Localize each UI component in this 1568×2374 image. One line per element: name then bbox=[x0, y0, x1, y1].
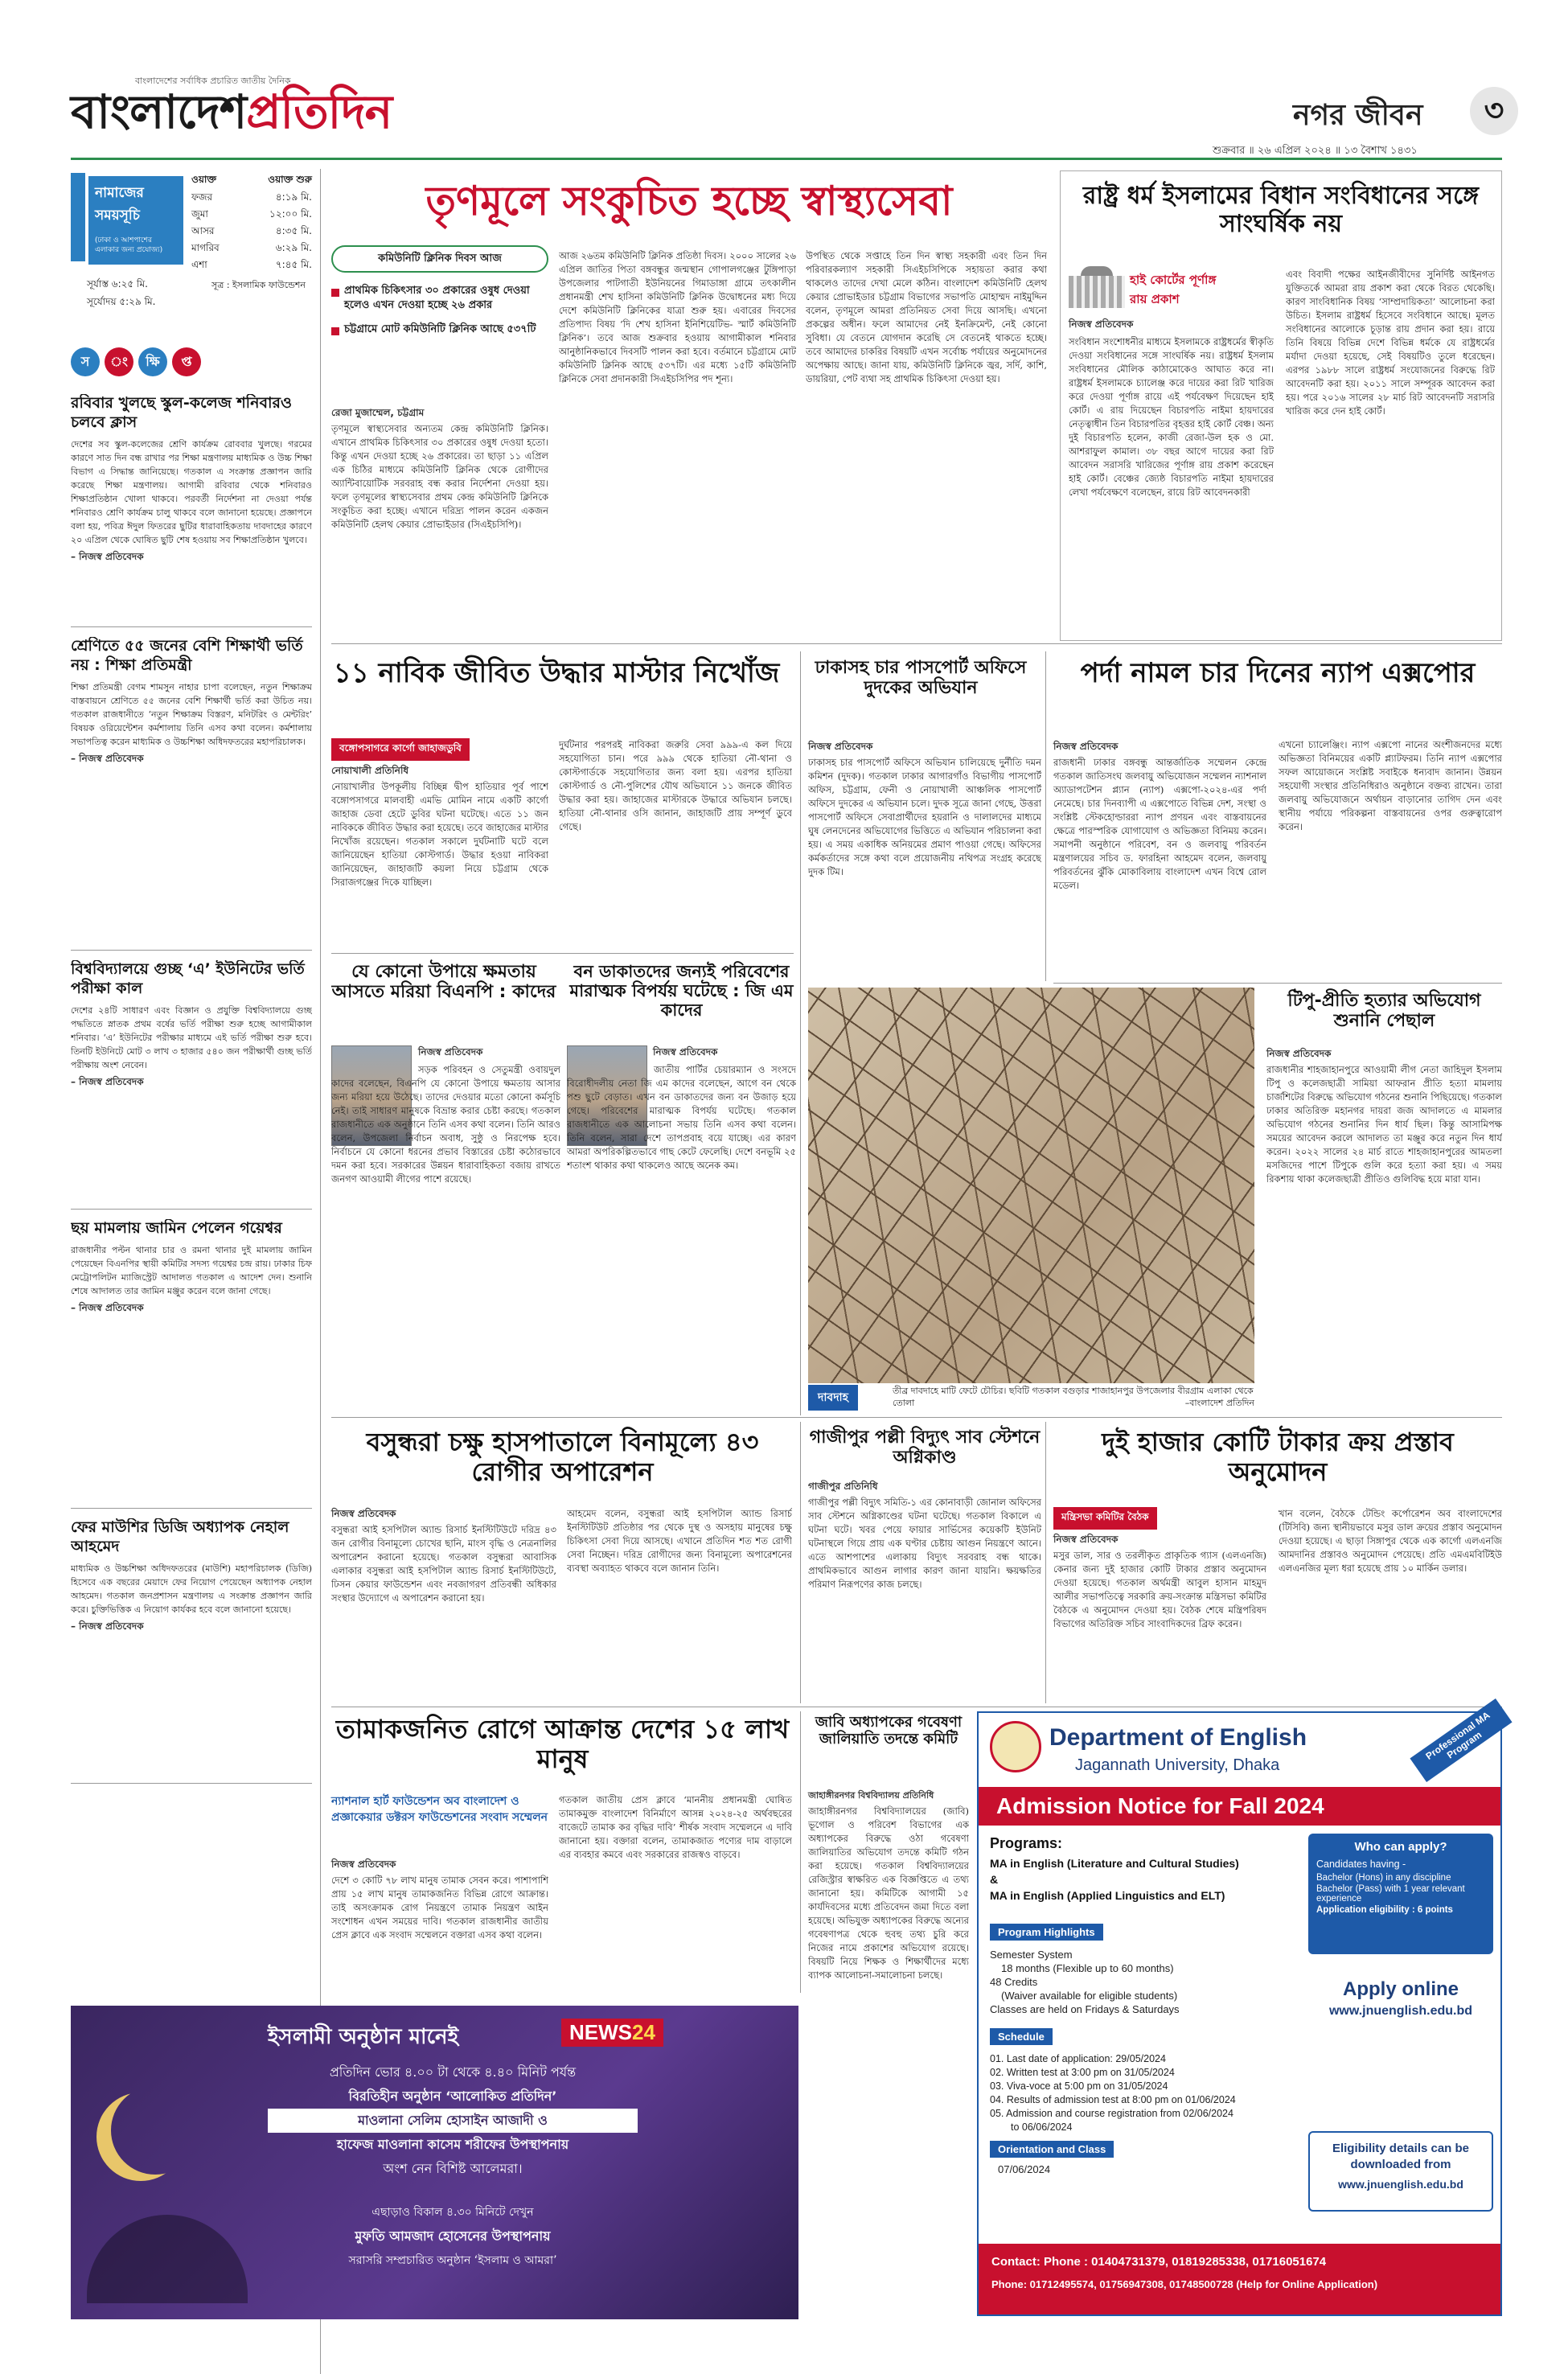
bullet-square-icon bbox=[331, 327, 339, 335]
masthead-rule bbox=[71, 158, 1502, 160]
prayer-times-box bbox=[71, 173, 312, 326]
eye-col-1: বসুন্ধরা আই হসপিটাল অ্যান্ড রিসার্চ ইনস্টিটিউটে দরিদ্র ৪৩ জন রোগীর বিনামূল্যে চোখের ছানি, মাংস বৃদ্ধি ও নেত্রনালির অপারেশন করানো হয়েছে। গতকাল বসুন্ধরা আবাসিক এলাকার বসুন্ধরা আই হসপিটাল অ্যান্ড রিসার্চ ইনস্টিটিউটে, ঢিসন কেয়ার ফাউন্ডেশন এবং নবজাগরণ প্রতিবন্ধী অধিকার সংস্থার উদ্যোগে এ অপারেশন করানো হয়। bbox=[331, 1524, 556, 1604]
jnu-who-label: Who can apply? bbox=[1354, 1840, 1447, 1854]
brief-headline: ছয় মামলায় জামিন পেলেন গয়েশ্বর bbox=[71, 1219, 282, 1237]
photo-label-text: দাবদাহ bbox=[818, 1391, 848, 1404]
passport-body: ঢাকাসহ চার পাসপোর্ট অফিসে অভিযান চালিয়েছে দুর্নীতি দমন কমিশন (দুদক)। গতকাল ঢাকার আগারগাঁও বিভাগীয় পাসপোর্ট অফিস, চট্টগ্রাম, ফেনী ও নোয়াখালী আঞ্চলিক পাসপোর্ট অফিসে দুদকের এ অভিযান চলে। দুদক সূত্রে জানা গেছে, উত্তরা পাসপোর্ট অফিসে সেবাপ্রার্থীদের হয়রানি ও দালালদের মাধ্যমে ঘুষ লেনদেনের অভিযোগের ভিত্তিতে এ অভিযান পরিচালনা করা হয়। এ সময় একাধিক অনিয়মের প্রমাণ পাওয়া গেছে। অফিসের কর্মকর্তাদের সঙ্গে কথা বলে প্রয়োজনীয় নথিপত্র সংগ্রহ করেছে দুদক টিম। bbox=[808, 757, 1041, 877]
prayer-name: এশা bbox=[191, 259, 207, 270]
col-divider-2 bbox=[1045, 651, 1046, 981]
rashtra-col-1: সংবিধান সংশোধনীর মাধ্যমে ইসলামকে রাষ্ট্রধর্মের স্বীকৃতি দেওয়া সংবিধানের সঙ্গে সাংঘর্ষিক নয়। রাষ্ট্রধর্ম ইসলাম সংবিধানের মৌলিক কাঠামোকেও আঘাত করে না। রাষ্ট্রধর্ম ইসলামকে চ্যালেঞ্জ করে দায়ের করা রিট খারিজ করে দেওয়া পূর্ণাঙ্গ রায়ে এই পর্যবেক্ষণ দিয়েছেন হাই কোর্ট। এ রায় দিয়েছেন বিচারপতি নাইমা হায়দারের নেতৃত্বাধীন তিন বিচারপতির বৃহত্তর হাই কোর্ট বেঞ্চ। অন্য দুই বিচারপতি হলেন, কাজী রেজা-উল হক ও মো. আশরাফুল কামাল। ৩৮ বছর আগে দায়ের করা রিট আবেদন সরাসরি খারিজের পূর্ণাঙ্গ রায় প্রকাশ করেছেন হাই কোর্ট। বেঞ্চের জ্যেষ্ঠ বিচারপতি নাইমা হায়দারের লেখা পর্যবেক্ষণে বলেছেন, রায়ে রিট আবেদনকারী bbox=[1069, 336, 1274, 498]
nap-reporter: নিজস্ব প্রতিবেদক bbox=[1053, 741, 1119, 752]
lead-box-title bbox=[331, 245, 548, 273]
jnu-highlight-1: Semester System bbox=[990, 1949, 1073, 1961]
brief-item bbox=[71, 1219, 312, 1509]
jnu-who-sub: Candidates having - bbox=[1316, 1859, 1406, 1870]
brief-byline: – নিজস্ব প্রতিবেদক bbox=[71, 1301, 144, 1313]
news24-brand-num: 24 bbox=[632, 2020, 655, 2044]
photo-caption bbox=[893, 1385, 1254, 1409]
nap-col-1: রাজধানী ঢাকার বঙ্গবন্ধু আন্তর্জাতিক সম্মেলন কেন্দ্রে গতকাল জাতিসংঘ জলবায়ু অভিযোজন সম্মেলন ন্যাশনাল অ্যাডাপটেশন প্ল্যান (ন্যাপ) এক্সপো-২০২৪-এর পর্দা নেমেছে। চার দিনব্যাপী এ এক্সপোতে বিভিন্ন দেশ, সংস্থা ও সংশ্লিষ্ট স্টেকহোল্ডাররা ন্যাপ প্রণয়ন এবং বাস্তবায়নের ক্ষেত্রে পারস্পরিক যোগাযোগ ও অভিজ্ঞতা বিনিময় করেন। সমাপনী অনুষ্ঠানে পরিবেশ, বন ও জলবায়ু পরিবর্তন মন্ত্রণালয়ের সচিব ড. ফারহিনা আহমেদ বলেন, জলবায়ু পরিবর্তনের ঝুঁকি মোকাবিলায় বাংলাদেশ এখন বিশ্বে রোল মডেল। bbox=[1053, 757, 1266, 891]
brief-headline: ফের মাউশির ডিজি অধ্যাপক নেহাল আহমেদ bbox=[71, 1518, 289, 1555]
court-building-icon bbox=[1069, 266, 1125, 308]
prayer-name: ফজর bbox=[191, 191, 213, 203]
sailors-col-1: নোয়াখালীর উপকূলীয় বিচ্ছিন্ন দ্বীপ হাতিয়ার পূর্ব পাশে বঙ্গোপসাগরে মালবাহী এমভি মোমিন নামে একটি কার্গো জাহাজ ডেবা হেটে ডুবির ঘটনা ঘটেছে। এতে ১১ জন নাবিককে জীবিত উদ্ধার করা হয়েছে। তবে জাহাজের মাস্টার নিখোঁজ রয়েছেন। গতকাল সকালে দুর্ঘটনাটি ঘটে বলে জানিয়েছেন হাতিয়া কোস্টগার্ড। উদ্ধার হওয়া নাবিকরা জানিয়েছেন, জাহাজটি কয়লা নিয়ে চট্টগ্রাম থেকে সিরাজগঞ্জের দিকে যাচ্ছিল। bbox=[331, 781, 548, 888]
news24-line-8: সরাসরি সম্প্রচারিত অনুষ্ঠান ‘ইসলাম ও আমরা’ bbox=[348, 2254, 557, 2267]
jnu-logo-icon bbox=[990, 1721, 1041, 1772]
nap-bottom-rule bbox=[1053, 983, 1502, 984]
rashtra-label-2: রায় প্রকাশ bbox=[1130, 292, 1180, 306]
sailors-col-2: দুর্ঘটনার পরপরই নাবিকরা জরুরি সেবা ৯৯৯-এ কল দিয়ে সহযোগিতা চান। পরে ৯৯৯ থেকে হাতিয়া নৌ-থানা ও কোস্টগার্ডকে সহযোগিতার জন্য বলা হয়। এরপর হাতিয়া কোস্টগার্ড ও নৌ-পুলিশের যৌথ অভিযানে ১১ জনকে জীবিত উদ্ধার করা হয়। জাহাজের মাস্টারকে উদ্ধারে অভিযান চলছে। হাতিয়া নৌ-থানার ওসি জানান, জাহাজটি প্রায় সম্পূর্ণ ডুবে গেছে। bbox=[559, 739, 792, 832]
jnu-who-1: Bachelor (Hons) in any discipline bbox=[1316, 1873, 1451, 1883]
brief-byline: – নিজস্ব প্রতিবেদক bbox=[71, 550, 144, 562]
brief-byline: – নিজস্ব প্রতিবেদক bbox=[71, 1620, 144, 1632]
news24-logo bbox=[561, 2019, 663, 2047]
procure-reporter: নিজস্ব প্রতিবেদক bbox=[1053, 1534, 1119, 1545]
briefs-label-char: ং bbox=[105, 347, 133, 376]
brief-headline: শ্রেণিতে ৫৫ জনের বেশি শিক্ষার্থী ভর্তি নয় : শিক্ষা প্রতিমন্ত্রী bbox=[71, 637, 303, 674]
brief-headline: বিশ্ববিদ্যালয়ে গুচ্ছ ‘এ’ ইউনিটের ভর্তি পরীক্ষা কাল bbox=[71, 960, 305, 997]
page-number-badge bbox=[1470, 87, 1518, 135]
prayer-note: (ঢাকা ও আশপাশের এলাকার জন্য প্রযোজ্য) bbox=[95, 236, 163, 254]
gm-headline: বন ডাকাতদের জন্যই পরিবেশের মারাত্মক বিপর্যয় ঘটেছে : জি এম কাদের bbox=[569, 962, 794, 1021]
prayer-time: ১২:০০ মি. bbox=[269, 208, 312, 220]
jnu-schedule-3: 03. Viva-voce at 5:00 pm on 31/05/2024 bbox=[990, 2080, 1168, 2092]
section-name: নগর জীবন bbox=[1293, 99, 1423, 132]
bnp-body: সড়ক পরিবহন ও সেতুমন্ত্রী ওবায়দুল কাদের বলেছেন, বিএনপি যে কোনো উপায়ে ক্ষমতায় আসার জন্য মরিয়া হয়ে উঠেছে। তাদের দেওয়ার মতো কোনো কর্মসূচি নেই। তাই সাধারণ মানুষকে বিভ্রান্ত করার চেষ্টা করছে। গতকাল রাজধানীতে এক অনুষ্ঠানে তিনি এসব কথা বলেন। তিনি আরও বলেন, উপজেলা নির্বাচন অবাধ, সুষ্ঠু ও নিরপেক্ষ হবে। নির্বাচনে যে কোনো ধরনের প্রভাব বিস্তারের চেষ্টা কঠোরভাবে দমন করা হবে। সরকারের উন্নয়ন ধারাবাহিকতা বজায় রাখতে জনগণ আওয়ামী লীগের পাশে রয়েছে। bbox=[331, 1064, 560, 1185]
tobacco-col-2: গতকাল জাতীয় প্রেস ক্লাবে ‘মাননীয় প্রধানমন্ত্রী ঘোষিত তামাকমুক্ত বাংলাদেশ বিনির্মাণে আসন্ন ২০২৪-২৫ অর্থবছরের বাজেটে তামাক কর বৃদ্ধির দাবি’ শীর্ষক সংবাদ সম্মেলনে এ দাবি জানানো হয়। বক্তারা বলেন, তামাকজাত পণ্যের দাম বাড়ালে এর ব্যবহার কমবে এবং সরকারের রাজস্বও বাড়বে। bbox=[559, 1794, 792, 1860]
brief-body: মাধ্যমিক ও উচ্চশিক্ষা অধিদফতরের (মাউশি) মহাপরিচালক (ডিজি) হিসেবে এক বছরের মেয়াদে ফের নিয়োগ পেয়েছেন অধ্যাপক নেহাল আহমেদ। গতকাল জনপ্রশাসন মন্ত্রণালয় এ সংক্রান্ত প্রজ্ঞাপন জারি করে। চুক্তিভিত্তিক এ নিয়োগ কার্যকর হবে বলে জানানো হয়েছে। bbox=[71, 1563, 312, 1615]
sailors-reporter: নোয়াখালী প্রতিনিধি bbox=[331, 765, 409, 776]
brief-body: দেশের ২৪টি সাধারণ এবং বিজ্ঞান ও প্রযুক্তি বিশ্ববিদ্যালয়ে গুচ্ছ পদ্ধতিতে স্নাতক প্রথম বর্ষের ভর্তি পরীক্ষা শুরু হচ্ছে আগামীকাল শনিবার। ‘এ’ ইউনিটের পরীক্ষার মাধ্যমে এই ভর্তি পরীক্ষা শুরু হবে। তিনটি ইউনিটে মোট ৩ লাখ ৩ হাজার ৫৪০ জন পরীক্ষার্থী গুচ্ছ ভর্তি পরীক্ষায় অংশ নেবেন। bbox=[71, 1004, 312, 1070]
procure-col-1: মসুর ডাল, সার ও তরলীকৃত প্রাকৃতিক গ্যাস (এলএনজি) কেনার জন্য দুই হাজার কোটি টাকার প্রস্তাব অনুমোদন দেওয়া হয়েছে। গতকাল অর্থমন্ত্রী আবুল হাসান মাহমুদ আলীর সভাপতিত্বে সরকারি ক্রয়-সংক্রান্ত মন্ত্রিসভা কমিটির বৈঠকে এ অনুমোদন দেওয়া হয়। বৈঠক শেষে মন্ত্রিপরিষদ বিভাগের অতিরিক্ত সচিব সাংবাদিকদের ব্রিফ করেন। bbox=[1053, 1550, 1266, 1629]
jnu-eligibility-url[interactable]: www.jnuenglish.edu.bd bbox=[1338, 2178, 1463, 2191]
jnu-highlights-label: Program Highlights bbox=[990, 1924, 1103, 1941]
tipu-reporter: নিজস্ব প্রতিবেদক bbox=[1266, 1048, 1332, 1059]
lead-col-1: তৃণমূলে স্বাস্থ্যসেবার অন্যতম কেন্দ্র কমিউনিটি ক্লিনিক। এখানে প্রাথমিক চিকিৎসার ৩০ প্রকারের ওষুধ দেওয়া হতো। কিন্তু এখন দেওয়া হচ্ছে ২৬ প্রকারের। তা ছাড়া ১১ এপ্রিল এক চিঠির মাধ্যমে কমিউনিটি ক্লিনিক থেকে রোগীদের অ্যান্টিবায়োটিক সরবরাহ বন্ধ করার নির্দেশনা দেওয়া হয়। ফলে তৃণমূলের স্বাস্থ্যসেবার প্রথম কেন্দ্র কমিউনিটি ক্লিনিকে সংকুচিত করা হচ্ছে। এখানে দরিদ্র্য পালন করেন একজন কমিউনিটি হেলথ কেয়ার প্রোভাইডার (সিএইচসিপি)। bbox=[331, 423, 548, 530]
jnu-contact-bar bbox=[979, 2244, 1500, 2314]
news24-brand: NEWS bbox=[569, 2020, 632, 2044]
masthead-tagline: বাংলাদেশের সর্বাধিক প্রচারিত জাতীয় দৈনিক bbox=[135, 76, 291, 86]
jnu-contact: Contact: Phone : 01404731379, 01819285338, 01716051674 bbox=[991, 2255, 1327, 2269]
col-divider-4 bbox=[1045, 1422, 1046, 1703]
prayer-name: মাগরিব bbox=[191, 242, 220, 253]
prayer-time: ৪:১৯ মি. bbox=[275, 191, 312, 203]
news24-line-1: প্রতিদিন ভোর ৪.০০ টা থেকে ৪.৪০ মিনিট পর্যন্ত bbox=[329, 2064, 577, 2080]
briefs-label bbox=[71, 347, 312, 380]
jnu-phone-help: Phone: 01712495574, 01756947308, 01748500728 (Help for Online Application) bbox=[991, 2278, 1378, 2290]
date-line: শুক্রবার ॥ ২৬ এপ্রিল ২০২৪ ॥ ১৩ বৈশাখ ১৪৩১ bbox=[1213, 145, 1418, 157]
mid-rule bbox=[331, 1417, 1502, 1418]
logo-part2: প্রতিদিন bbox=[246, 84, 392, 139]
jnu-univ: Jagannath University, Dhaka bbox=[1075, 1756, 1280, 1774]
news24-line-2: বিরতিহীন অনুষ্ঠান ‘আলোকিত প্রতিদিন’ bbox=[348, 2089, 557, 2104]
prayer-title-2: সময়সূচি bbox=[95, 207, 140, 224]
page-number: ৩ bbox=[1484, 92, 1504, 128]
eye-col-2: আহমেদ বলেন, বসুন্ধরা আই হসপিটাল অ্যান্ড রিসার্চ ইনস্টিটিউট প্রতিষ্ঠার পর থেকে দুস্থ ও অসহায় মানুষের চক্ষু চিকিৎসা সেবা দিয়ে আসছে। এখানে প্রতিদিন শত শত রোগী সেবা নিচ্ছেন। দরিদ্র রোগীদের জন্য বিনামূল্যে অপারেশনের ব্যবস্থা অব্যাহত থাকবে বলে জানান তিনি। bbox=[567, 1508, 792, 1574]
jnu-schedule-2: 02. Written test at 3:00 pm on 31/05/2024 bbox=[990, 2067, 1175, 2078]
jnu-dept: Department of English bbox=[1049, 1724, 1307, 1751]
passport-reporter: নিজস্ব প্রতিবেদক bbox=[808, 741, 873, 752]
prayer-row bbox=[191, 189, 312, 206]
jnu-ribbon: Professional MA Program bbox=[1410, 1698, 1512, 1782]
jnu-who-3: Application eligibility : 6 points bbox=[1316, 1905, 1453, 1915]
prayer-name: জুমা bbox=[191, 208, 208, 220]
jabi-body: জাহাঙ্গীরনগর বিশ্ববিদ্যালয়ের (জাবি) ভূগোল ও পরিবেশ বিভাগের এক অধ্যাপকের বিরুদ্ধে ওঠা গবেষণা জালিয়াতির অভিযোগ তদন্তে কমিটি গঠন করা হয়েছে। গতকাল বিশ্ববিদ্যালয়ের রেজিস্ট্রার স্বাক্ষরিত এক বিজ্ঞপ্তিতে এ তথ্য জানানো হয়। কমিটিকে আগামী ১৫ কার্যদিবসের মধ্যে প্রতিবেদন জমা দিতে বলা হয়েছে। অভিযুক্ত অধ্যাপকের বিরুদ্ধে অন্যের গবেষণাপত্র থেকে হুবহু তথ্য চুরি করে নিজের নামে প্রকাশের অভিযোগ রয়েছে। বিষয়টি নিয়ে শিক্ষক ও শিক্ষার্থীদের মধ্যে ব্যাপক আলোচনা-সমালোচনা চলছে। bbox=[808, 1805, 969, 1981]
tipu-headline: টিপু-প্রীতি হত্যার অভিযোগ শুনানি পেছাল bbox=[1287, 991, 1481, 1032]
news24-body bbox=[268, 2060, 638, 2273]
prayer-time: ৭:৪৫ মি. bbox=[275, 259, 312, 270]
prayer-row bbox=[191, 240, 312, 257]
jnu-highlight-2: 48 Credits bbox=[990, 1976, 1038, 1988]
jnu-schedule-4: 04. Results of admission test at 8:00 pm on 01/06/2024 bbox=[990, 2094, 1236, 2105]
jnu-schedule-5b: to 06/06/2024 bbox=[1011, 2121, 1073, 2133]
news24-line-6: এছাড়াও বিকাল ৪.৩০ মিনিটে দেখুন bbox=[371, 2206, 534, 2219]
news24-ad bbox=[71, 2006, 798, 2319]
photo-caption-text: তীব্র দাবদাহে মাটি ফেটে চৌচির। ছবিটি গতকাল বগুড়ার শাজাহানপুর উপজেলার বীরগ্রাম এলাকা থেকে তোলা bbox=[893, 1386, 1254, 1408]
jnu-who-box bbox=[1308, 1834, 1493, 1954]
prayer-time: ৪:৩৫ মি. bbox=[275, 225, 312, 236]
masthead-logo bbox=[71, 84, 392, 140]
rashtra-reporter: নিজস্ব প্রতিবেদক bbox=[1069, 318, 1134, 330]
jnu-program-1: MA in English (Literature and Cultural Studies) bbox=[990, 1857, 1239, 1870]
logo-part1: বাংলাদেশ bbox=[71, 84, 247, 139]
tobacco-col-1: দেশে ৩ কোটি ৭৮ লাখ মানুষ তামাক সেবন করে। পাশাপাশি প্রায় ১৫ লাখ মানুষ তামাকজনিত বিভিন্ন রোগে আক্রান্ত। তাই অসংক্রামক রোগ নিয়ন্ত্রণে তামাক নিয়ন্ত্রণ আইন সংশোধন এখন সময়ের দাবি। গতকাল রাজধানীর জাতীয় প্রেস ক্লাবে এক সংবাদ সম্মেলনে বক্তারা এসব কথা বলেন। bbox=[331, 1875, 548, 1941]
gm-body: জাতীয় পার্টির চেয়ারম্যান ও সংসদে বিরোধীদলীয় নেতা জি এম কাদের বলেছেন, আগে বন থেকে পশু ছুটে বেড়াত। এখন বন ডাকাতদের জন্য বন উজাড় হয়ে গেছে। পরিবেশের মারাত্মক বিপর্যয় ঘটেছে। গতকাল রাজধানীতে এক আলোচনা সভায় তিনি এসব কথা বলেন। তিনি বলেন, সারা দেশে তাপপ্রবাহ বয়ে যাচ্ছে। এর কারণ আমরা অপরিকল্পিতভাবে গাছ কেটে ফেলেছি। দেশে বনভূমি ২৫ শতাংশ থাকার কথা থাকলেও আছে অনেক কম। bbox=[567, 1064, 796, 1171]
jnu-eligibility-text: Eligibility details can be downloaded from bbox=[1332, 2142, 1470, 2171]
tobacco-reporter: নিজস্ব প্রতিবেদক bbox=[331, 1859, 396, 1870]
lead-bullet-2: চট্টগ্রামে মোট কমিউনিটি ক্লিনিক আছে ৫৩৭টি bbox=[331, 322, 548, 337]
jnu-schedule-1: 01. Last date of application: 29/05/2024 bbox=[990, 2053, 1166, 2064]
jnu-schedule bbox=[990, 2052, 1311, 2134]
sailors-tag-text: বঙ্গোপসাগরে কার্গো জাহাজডুবি bbox=[331, 738, 470, 761]
bnp-reporter: নিজস্ব প্রতিবেদক bbox=[418, 1046, 483, 1058]
bullet-square-icon bbox=[331, 289, 339, 297]
rashtra-label-1: হাই কোর্টের পূর্ণাঙ্গ bbox=[1130, 273, 1217, 287]
brief-headline: রবিবার খুলছে স্কুল-কলেজ শনিবারও চলবে ক্লাস bbox=[71, 394, 292, 431]
jnu-apply-url[interactable]: www.jnuenglish.edu.bd bbox=[1328, 2004, 1473, 2018]
tobacco-subhead: ন্যাশনাল হার্ট ফাউন্ডেশন অব বাংলাদেশ ও প্রজ্ঞাকেয়ার ডক্টরস ফাউন্ডেশনের সংবাদ সম্মেলন bbox=[331, 1795, 548, 1824]
eye-headline: বসুন্ধরা চক্ষু হাসপাতালে বিনামূল্যে ৪৩ রোগীর অপারেশন bbox=[366, 1427, 759, 1487]
news24-line-3: মাওলানা সেলিম হোসাইন আজাদী ও bbox=[268, 2109, 638, 2133]
jnu-highlight-3: Classes are held on Fridays & Saturdays bbox=[990, 2003, 1180, 2015]
jnu-apply bbox=[1308, 1978, 1493, 2019]
lead-box-title-text: কমিউনিটি ক্লিনিক দিবস আজ bbox=[378, 253, 502, 265]
jnu-schedule-label: Schedule bbox=[990, 2028, 1053, 2045]
bnp-headline: যে কোনো উপায়ে ক্ষমতায় আসতে মরিয়া বিএনপি : কাদের bbox=[331, 962, 556, 1003]
briefs-label-char: স bbox=[71, 347, 100, 376]
prayer-table bbox=[191, 173, 312, 273]
eye-reporter: নিজস্ব প্রতিবেদক bbox=[331, 1508, 396, 1519]
sunset: সূর্যাস্ত ৬:২৫ মি. bbox=[87, 278, 148, 290]
brief-item bbox=[71, 394, 312, 627]
sailors-bottom-rule bbox=[331, 953, 794, 954]
brief-item bbox=[71, 637, 312, 951]
lead-col-2: আজ ২৬তম কমিউনিটি ক্লিনিক প্রতিষ্ঠা দিবস। ২০০০ সালের ২৬ এপ্রিল জাতির পিতা বঙ্গবন্ধুর জন্মস্থান গোপালগঞ্জের টুঙ্গিপাড়া উপজেলার পাটগাতী ইউনিয়নের গিমাডাঙ্গা গ্রামে তৎকালীন প্রধানমন্ত্রী শেখ হাসিনা কমিউনিটি ক্লিনিক উদ্বোধনের মধ্য দিয়ে দেশে কমিউনিটি ক্লিনিকের যাত্রা শুরু হয়। এবারের দিবসের প্রতিপাদ্য বিষয় ‘দি শেখ হাসিনা ইনিশিয়েটিভ- স্মার্ট কমিউনিটি ক্লিনিক’। তবে আজ শুক্রবার হওয়ায় আগামীকাল শনিবার আনুষ্ঠানিকভাবে দিবসটি পালন করা হবে। বর্তমানে চট্টগ্রামে মোট কমিউনিটি ক্লিনিক আছে ৫৩৭টি। এর মধ্যে ১৫টি কমিউনিটি ক্লিনিকে সেবা প্রদানকারী সিএইচসিপির পদ শূন্য। bbox=[559, 250, 796, 384]
news24-line-7: মুফতি আমজাদ হোসেনের উপস্থাপনায় bbox=[355, 2228, 551, 2244]
jnu-who-2: Bachelor (Pass) with 1 year relevant experience bbox=[1316, 1884, 1465, 1904]
news24-line-5: অংশ নেন বিশিষ্ট আলেমরা। bbox=[383, 2161, 523, 2176]
gazipur-headline: গাজীপুর পল্লী বিদ্যুৎ সাব স্টেশনে অগ্নিকাণ্ড bbox=[809, 1427, 1041, 1468]
procure-tag bbox=[1053, 1507, 1157, 1530]
jnu-program-and: & bbox=[990, 1873, 999, 1886]
masthead bbox=[71, 69, 1510, 157]
briefs-label-char: প্ত bbox=[172, 347, 201, 376]
brief-item bbox=[71, 1518, 312, 1784]
mosque-icon bbox=[71, 173, 85, 261]
brief-body: রাজধানীর পল্টন থানার চার ও রমনা থানার দুই মামলায় জামিন পেয়েছেন বিএনপির স্থায়ী কমিটির সদস্য গয়েশ্বর চন্দ্র রায়। ঢাকার চিফ মেট্রোপলিটন ম্যাজিস্ট্রেট আদালত গতকাল এ আদেশ দেন। শুনানি শেষে আদালত তার জামিন মঞ্জুর করেন বলে জানা গেছে। bbox=[71, 1244, 312, 1296]
lead-col-3: উপস্থিত থেকে সপ্তাহে তিন দিন স্বাস্থ্য সহকারী এবং তিন দিন পরিবারকল্যাণ সহকারী সিএইচসিপিকে সহায়তা করার কথা থাকলেও তাদের দেখা মেলে কঠিন। বাংলাদেশ কমিউনিটি হেলথ কেয়ার প্রোভাইডার চট্টগ্রাম বিভাগের সভাপতি মোহাম্মদ নাইমুদ্দিন বলেন, তৃণমূলে আমরা প্রতিনিয়ত সেবা দিয়ে আসছি। এখনো প্রকল্পের অধীন। ফলে আমাদের নেই ইনক্রিমেন্ট, নেই কোনো সুবিধা। যে বেতনে যোগদান করেছি সে বেতনেই থাকতে হচ্ছে। তবে আমাদের চাকরির বিষয়টি এখন সর্বোচ্চ পর্যায়ের অনুমোদনের অপেক্ষায় আছে। জানা যায়, কমিউনিটি ক্লিনিকে জ্বর, সর্দি, কাশি, ডায়রিয়া, পেট ব্যথা সহ প্রাথমিক চিকিৎসা দেওয়া হয়। bbox=[806, 250, 1047, 384]
prayer-row bbox=[191, 223, 312, 240]
lead-infobox bbox=[331, 245, 548, 395]
nap-headline: পর্দা নামল চার দিনের ন্যাপ এক্সপোর bbox=[1080, 657, 1476, 689]
mosque-silhouette-icon bbox=[87, 2215, 248, 2303]
jnu-apply-label: Apply online bbox=[1343, 1978, 1459, 2000]
brief-body: দেশের সব স্কুল-কলেজের শ্রেণি কার্যক্রম রোববার খুলছে। গরমের কারণে সাত দিন বন্ধ রাখার পর শিক্ষা মন্ত্রণালয় মাধ্যমিক ও উচ্চ শিক্ষা বিভাগ এ সিদ্ধান্ত জানিয়েছে। গতকাল এ সংক্রান্ত প্রজ্ঞাপন জারি করেছে শিক্ষা মন্ত্রণালয়। আগামী রবিবার থেকে শনিবারও শিক্ষাপ্রতিষ্ঠান খোলা থাকবে। পরবর্তী নির্দেশনা না দেওয়া পর্যন্ত শনিবারও শ্রেণি কার্যক্রম চালু থাকবে বলে জানানো হয়েছে। প্রজ্ঞাপনে বলা হয়, পবিত্র ঈদুল ফিতরের ছুটির ধারাবাহিকতায় দাবদাহের কারণে ২০ এপ্রিল থেকে ঘোষিত ছুটি শেষ হওয়ায় সব শিক্ষাপ্রতিষ্ঠান খুলবে। bbox=[71, 438, 312, 545]
briefs-label-char: ক্ষি bbox=[138, 347, 167, 376]
nap-col-2: এখনো চ্যালেঞ্জিং। ন্যাপ এক্সপো নানের অংশীজনদের মধ্যে অভিজ্ঞতা বিনিময়ের একটি প্ল্যাটফরম। তিনি ন্যাপ এক্সপোর সফল আয়োজনে সংশ্লিষ্ট সবাইকে ধন্যবাদ জানান। উন্নয়ন সহযোগী সংস্থার প্রতিনিধিরাও অনুষ্ঠানে বক্তব্য রাখেন। তারা জলবায়ু অভিযোজনে অর্থায়ন বাড়ানোর তাগিদ দেন এবং স্থানীয় পর্যায়ে পরিকল্পনা বাস্তবায়নের ওপর গুরুত্বারোপ করেন। bbox=[1279, 739, 1502, 832]
jnu-orientation-label: Orientation and Class bbox=[990, 2141, 1114, 2158]
photo-label bbox=[808, 1385, 858, 1411]
sailors-tag bbox=[331, 738, 470, 761]
rashtra-headline: রাষ্ট্র ধর্ম ইসলামের বিধান সংবিধানের সঙ্গে সাংঘর্ষিক নয় bbox=[1082, 182, 1480, 238]
news24-line-4: হাফেজ মাওলানা কাসেম শরীফের উপস্থাপনায় bbox=[336, 2137, 569, 2152]
jnu-eligibility-box bbox=[1308, 2131, 1493, 2212]
gazipur-body: গাজীপুর পল্লী বিদ্যুৎ সমিতি-১ এর কোনাবাড়ী জোনাল অফিসের সাব স্টেশনে অগ্নিকাণ্ডের ঘটনা ঘটেছে। গতকাল বিকালে এ ঘটনা ঘটে। খবর পেয়ে ফায়ার সার্ভিসের কয়েকটি ইউনিট ঘটনাস্থলে গিয়ে প্রায় এক ঘণ্টার চেষ্টায় আগুন নিয়ন্ত্রণে আনে। এতে আশপাশের এলাকায় বিদ্যুৎ সরবরাহ বন্ধ থাকে। প্রাথমিকভাবে আগুন লাগার কারণ জানা যায়নি। ক্ষয়ক্ষতির পরিমাণ নিরূপণের কাজ চলছে। bbox=[808, 1497, 1041, 1590]
prayer-col-name: ওয়াক্ত bbox=[191, 174, 217, 185]
jnu-orientation-date: 07/06/2024 bbox=[998, 2163, 1051, 2175]
brief-byline: – নিজস্ব প্রতিবেদক bbox=[71, 752, 144, 764]
gazipur-reporter: গাজীপুর প্রতিনিধি bbox=[808, 1481, 878, 1492]
prayer-time: ৬:২৯ মি. bbox=[275, 242, 312, 253]
prayer-row bbox=[191, 257, 312, 273]
jabi-reporter: জাহাঙ্গীরনগর বিশ্ববিদ্যালয় প্রতিনিধি bbox=[808, 1790, 934, 1801]
brief-item bbox=[71, 960, 312, 1210]
jnu-notice: Admission Notice for Fall 2024 bbox=[979, 1787, 1500, 1826]
jnu-schedule-5: 05. Admission and course registration from 02/06/2024 bbox=[990, 2108, 1233, 2119]
brief-byline: – নিজস্ব প্রতিবেদক bbox=[71, 1075, 144, 1087]
col-divider-1 bbox=[800, 651, 801, 1415]
tobacco-headline: তামাকজনিত রোগে আক্রান্ত দেশের ১৫ লাখ মানুষ bbox=[335, 1714, 790, 1774]
procure-headline: দুই হাজার কোটি টাকার ক্রয় প্রস্তাব অনুমোদন bbox=[1102, 1427, 1454, 1487]
jnu-program-2: MA in English (Applied Linguistics and ELT) bbox=[990, 1889, 1225, 1902]
tipu-body: রাজধানীর শাহজাহানপুরে আওয়ামী লীগ নেতা জাহিদুল ইসলাম টিপু ও কলেজছাত্রী সামিয়া আফরান প্রীতি হত্যা মামলায় চার্জশিটের বিরুদ্ধে অভিযোগ গঠনের শুনানি পিছিয়েছে। গতকাল ঢাকার অতিরিক্ত মহানগর দায়রা জজ আদালতে এ মামলার অভিযোগ গঠনের শুনানির দিন ধার্য ছিল। কিন্তু আসামিপক্ষ সময়ের আবেদন করলে আদালত তা মঞ্জুর করে নতুন দিন ধার্য করেন। ২০২২ সালের ২৪ মার্চ রাতে শাহজাহানপুরের আমতলা মসজিদের পাশে টিপুকে গুলি করে হত্যা করা হয়। এ সময় রিকশায় থাকা কলেজছাত্রী প্রীতিও গুলিবিদ্ধ হয়ে মারা যান। bbox=[1266, 1064, 1502, 1185]
prayer-name: আসর bbox=[191, 225, 215, 236]
briefs-column bbox=[71, 394, 312, 1866]
jnu-highlight-2b: (Waiver available for eligible students) bbox=[1001, 1990, 1178, 2002]
crescent-moon-icon bbox=[111, 2086, 199, 2175]
procure-col-2: খান বলেন, বৈঠকে টেন্ডিং কর্পোরেশন অব বাংলাদেশের (টিসিবি) জন্য স্থানীয়ভাবে মসুর ডাল ক্রয়ের প্রস্তাব অনুমোদন দেওয়া হয়েছে। এ ছাড়া সিঙ্গাপুর থেকে এক কার্গো এলএনজি আমদানির প্রস্তাবও অনুমোদন পেয়েছে। প্রতি এমএমবিটিইউ এলএনজির মূল্য ধরা হয়েছে প্রায় ১০ মার্কিন ডলার। bbox=[1279, 1508, 1502, 1574]
gm-reporter: নিজস্ব প্রতিবেদক bbox=[653, 1046, 718, 1058]
prayer-source: সূত্র : ইসলামিক ফাউন্ডেশন bbox=[211, 280, 306, 290]
photo-credit: –বাংলাদেশ প্রতিদিন bbox=[1184, 1398, 1254, 1408]
jnu-programs bbox=[990, 1835, 1295, 1902]
lead-reporter: রেজা মুজাম্মেল, চট্টগ্রাম bbox=[331, 407, 425, 418]
passport-headline: ঢাকাসহ চার পাসপোর্ট অফিসে দুদকের অভিযান bbox=[815, 658, 1027, 699]
jnu-highlight-1b: 18 months (Flexible up to 60 months) bbox=[1001, 1962, 1174, 1974]
rashtra-col-2: এবং বিবাদী পক্ষের আইনজীবীদের সুনির্দিষ্ট আইনগত যুক্তিতর্কে আমরা রায় প্রকাশ করা থেকে বিরত থেকেছি। কারণ সাংবিধানিক বিষয় ‘সাম্প্রদায়িকতা’ আলোচনা করা উচিত। ইসলাম রাষ্ট্রধর্ম হিসেবে সংবিধানে আছে। মূলত সংবিধানের আলোকে চূড়ান্ত রায় প্রদান করা হয়। রায়ে তিনি বিষয়ে বিভিন্ন দেশে বিভিন্ন ধর্মকে যে রাষ্ট্রধর্মের মর্যাদা দেওয়া হয়েছে, সেই বিষয়টিও তুলে ধরেছেন। এরপর ১৯৮৮ সালে রাষ্ট্রধর্ম সংযোজনের বিরুদ্ধে রিট আবেদনটি করা হয়। ২০১১ সালে সম্পূরক আবেদন করা হয়। পরে ২০১৬ সালের ২৮ মার্চ রিট আবেদনটি সরাসরি খারিজ করে দেন হাই কোর্ট। bbox=[1286, 269, 1495, 417]
procure-tag-text: মন্ত্রিসভা কমিটির বৈঠক bbox=[1053, 1507, 1157, 1530]
prayer-title-1: নামাজের bbox=[95, 185, 144, 201]
sunrise: সূর্যোদয় ৫:২৯ মি. bbox=[87, 296, 156, 307]
prayer-col-time: ওয়াক্ত শুরু bbox=[268, 174, 312, 185]
jnu-ad bbox=[977, 1711, 1502, 2316]
sailors-headline: ১১ নাবিক জীবিত উদ্ধার মাস্টার নিখোঁজ bbox=[333, 657, 780, 689]
lead-headline: তৃণমূলে সংকুচিত হচ্ছে স্বাস্থ্যসেবা bbox=[425, 178, 953, 224]
jnu-programs-label: Programs: bbox=[990, 1835, 1063, 1851]
jabi-headline: জাবি অধ্যাপকের গবেষণা জালিয়াতি তদন্তে কমিটি bbox=[815, 1714, 963, 1748]
drought-photo bbox=[808, 988, 1254, 1383]
lead-bullet-1: প্রাথমিক চিকিৎসার ৩০ প্রকারের ওষুধ দেওয়া হলেও এখন দেওয়া হচ্ছে ২৬ প্রকার bbox=[331, 284, 548, 313]
lead-bottom-rule bbox=[331, 643, 1502, 644]
rashtra-box bbox=[1060, 170, 1502, 641]
jnu-highlights bbox=[990, 1948, 1295, 2016]
col-divider-5 bbox=[800, 1711, 801, 1993]
brief-body: শিক্ষা প্রতিমন্ত্রী বেগম শামসুন নাহার চাপা বলেছেন, নতুন শিক্ষাক্রম বাস্তবায়নে শ্রেণিতে ৫৫ জনের বেশি শিক্ষার্থী ভর্তি করা উচিত নয়। গতকাল রাজধানীতে ‘নতুন শিক্ষাক্রম বিস্তরণ, মনিটরিং ও মেন্টরিং’ বিষয়ক ওরিয়েন্টেশন কর্মশালায় তিনি এসব কথা বলেন। কর্মশালায় সভাপতিত্ব করেন মাধ্যমিক ও উচ্চশিক্ষা অধিদফতরের মহাপরিচালক। bbox=[71, 681, 312, 747]
prayer-row bbox=[191, 206, 312, 223]
news24-title: ইসলামী অনুষ্ঠান মানেই bbox=[268, 2025, 459, 2049]
col-divider-3 bbox=[800, 1422, 801, 1703]
